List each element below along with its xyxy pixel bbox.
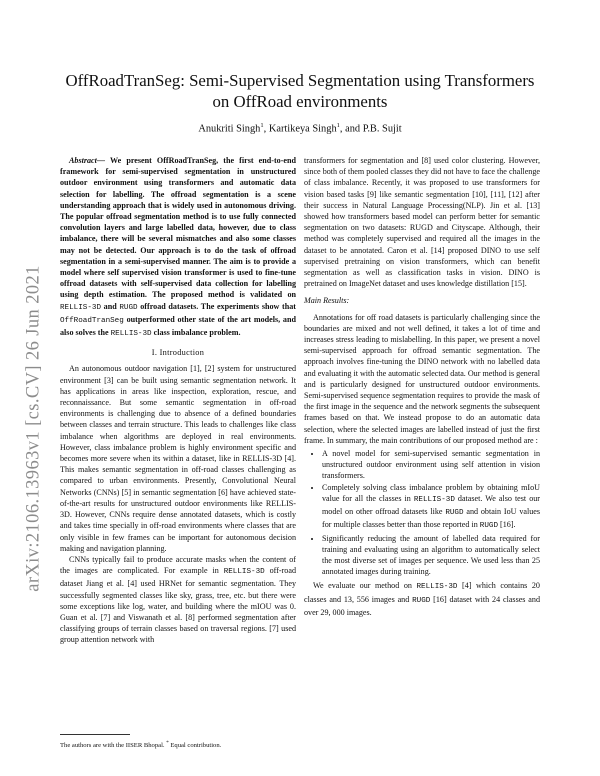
paragraph-text: [16] dataset with 24 classes and over 29, 000 images. (304, 594, 540, 617)
right-column (304, 155, 540, 618)
dataset-name: RELLIS-3D (110, 330, 152, 339)
arxiv-identifier: arXiv:2106.13963v1 [cs.CV] 26 Jun 2021 (23, 265, 44, 592)
author-separator: , and (339, 123, 363, 135)
footnote-marker: * (166, 741, 169, 746)
contribution-item: • Significantly reducing the amount of labelled data required for training and evaluating using an algorithm to automatically select the most diverse set of images per sequence. We used less than 25 annotated images during training. (322, 533, 540, 578)
author-name: Anukriti Singh (198, 123, 261, 135)
contribution-item (322, 482, 540, 533)
item-text: and obtain IoU values for multiple classes better than those reported in (322, 507, 541, 530)
abstract-text: and (101, 301, 120, 311)
item-text: [16]. (498, 520, 516, 530)
paragraph-text: [4] which contains 20 classes and 13, 556 images and (304, 581, 540, 604)
main-results-heading: Main Results: (304, 296, 350, 306)
intro-paragraph-2 (60, 554, 296, 646)
abstract-text: class imbalance problem. (151, 328, 241, 338)
dataset-name: RELLIS-3D (223, 568, 265, 577)
paragraph-text: off-road dataset Jiang et al. [4] used HRNet for semantic segmentation. They successfully segmented classes like sky, grass, tree, etc. but there were some exceptions like log, water, and building where the mIOU was 0. Guan et al. [7] and Viswanath et al. [8] performed segmentation after classifying groups of terrain classes based on traversal regions. [7] used group attention network with (60, 566, 296, 645)
intro-paragraph-1: An autonomous outdoor navigation [1], [2] system for unstructured environment [3] can be built using semantic segmentation network. It has applications in areas like inspection, exploration, rescue, and reconnaissance. But some semantic segmentation in off-road environments is challenging due to absence of a defined boundaries between classes and terrain structure. This leads to challenges like class imbalance when algorithms are deployed in real environments. However, class imbalance problem is highly environment specific and becomes more severe when its within a dataset, like in RELLIS-3D [4]. This makes semantic segmentation in off-road classes challenging as compared to urban environments. Presently, Convolutional Neural Networks (CNNs) [5] in semantic segmentation [6] have achieved state-of-the-art results for unstructured outdoor environments like RELLIS-3D. However, CNNs require dense annotated datasets, which is costly and takes time specially in off-road environments where classes that are only visible in few frames can be important for autonomous decision making and navigation planning. (60, 364, 296, 553)
right-paragraph-3 (304, 580, 540, 618)
paper-title: OffRoadTranSeg: Semi-Supervised Segmentation using Transformers on OffRoad environments (65, 71, 535, 111)
right-paragraph-1: transformers for segmentation and [8] used color clustering. However, since both of them pooled classes they did not have to face the challenge of class imbalance. Recently, it was proposed to use transformers for vision based tasks [9] like semantic segmentation [10], [11], [12] after their success in Natural Language Processing(NLP). Jin et al. [13] showed how transformers based model can perform better for semantic segmentation on two datasets: RUGD and Cityscape. Although, their method was completely supervised and required all the images in the dataset to be annotated. Caron et al. [14] proposed DINO to use self supervised pretraining on vision transformers, which can benefit segmentation as well as classification tasks in vision. DINO is pretrained on ImageNet dataset and uses knowledge distillation [15]. (304, 156, 540, 289)
affiliation-marker: 1 (336, 122, 340, 129)
dataset-name: RELLIS-3D (416, 583, 458, 592)
author-name: P.B. Sujit (362, 123, 402, 135)
author-separator: , (263, 123, 269, 135)
abstract (60, 155, 296, 340)
author-list (60, 122, 540, 134)
left-column (60, 155, 296, 646)
arxiv-stamp (14, 228, 54, 628)
footnote-text: The authors are with the IISER Bhopal. (60, 742, 167, 750)
footnote-rule (60, 734, 130, 735)
dataset-name: RELLIS-3D (413, 495, 455, 504)
abstract-text: We present OffRoadTranSeg, the first end-to-end framework for semi-supervised segmentation in unstructured outdoor environment using transformers and automatic data selection for labelling. The offroad segmentation is a scene understanding approach that is widely used in autonomous driving. The popular offroad segmentation method is to use fully connected convolution layers and large labelled data, however, due to class imbalance, there will be several mismatches and also some classes may not be detected. Our approach is to do the task of offroad segmentation in a semi-supervised manner. The aim is to provide a model where self supervised vision transformer is used to fine-tune offroad datasets with self-supervised data collection for labelling using depth estimation. The proposed method is validated on (60, 156, 296, 300)
dataset-name: RUGD (479, 522, 499, 531)
dataset-name: RUGD (119, 303, 138, 312)
method-name: OffRoadTranSeg (60, 316, 124, 325)
item-text: Completely solving class imbalance problem by obtaining mIoU value for all the classes in (322, 482, 540, 503)
right-paragraph-2: Annotations for off road datasets is particularly challenging since the boundaries are mixed and not well defined, it takes a lot of time and increases stress leading to mislabelling. In this paper, we present a novel semi-supervised approach for offroad semantic segmentation. The approach involves fine-tuning the DINO network with no labelled data and evaluating it with the automatic selected data. Our method is general and is particularly designed for unstructured outdoor environments. Semi-supervised sequence segmentation requires to provide the mask of the first image in the sequence and the network segments the subsequent frames based on that. We instead propose to do an automatic data selection, where the selected images are labelled instead of just the first frame. In summary, the main contributions of our proposed method are : (304, 312, 540, 445)
paragraph-text: We evaluate our method on (313, 581, 417, 591)
dataset-name: RUGD (445, 509, 464, 518)
affiliation-marker: 1 (260, 122, 264, 129)
dataset-name: RUGD (412, 596, 431, 605)
author-name: Kartikeya Singh (268, 123, 337, 135)
footnote-text: Equal contribution. (168, 742, 222, 750)
section-heading-introduction: I. Introduction (151, 348, 205, 358)
footnote (60, 740, 296, 750)
contribution-item: • A novel model for semi-supervised semantic segmentation in unstructured outdoor environment using self attention in vision transformers. (322, 448, 540, 482)
abstract-text: offroad datasets. The experiments show that (137, 301, 296, 311)
item-text: dataset. We also test our model on other offroad datasets like (322, 493, 540, 517)
dataset-name: RELLIS-3D (60, 303, 102, 312)
contributions-list (304, 448, 540, 577)
abstract-label: Abstract (69, 156, 97, 165)
abstract-text: outperformed other state of the art models, and also solves the (60, 314, 296, 338)
paragraph-text: CNNs typically fail to produce accurate masks when the content of the images are complicated. For example in (60, 554, 296, 576)
abstract-dash: — (96, 156, 110, 165)
